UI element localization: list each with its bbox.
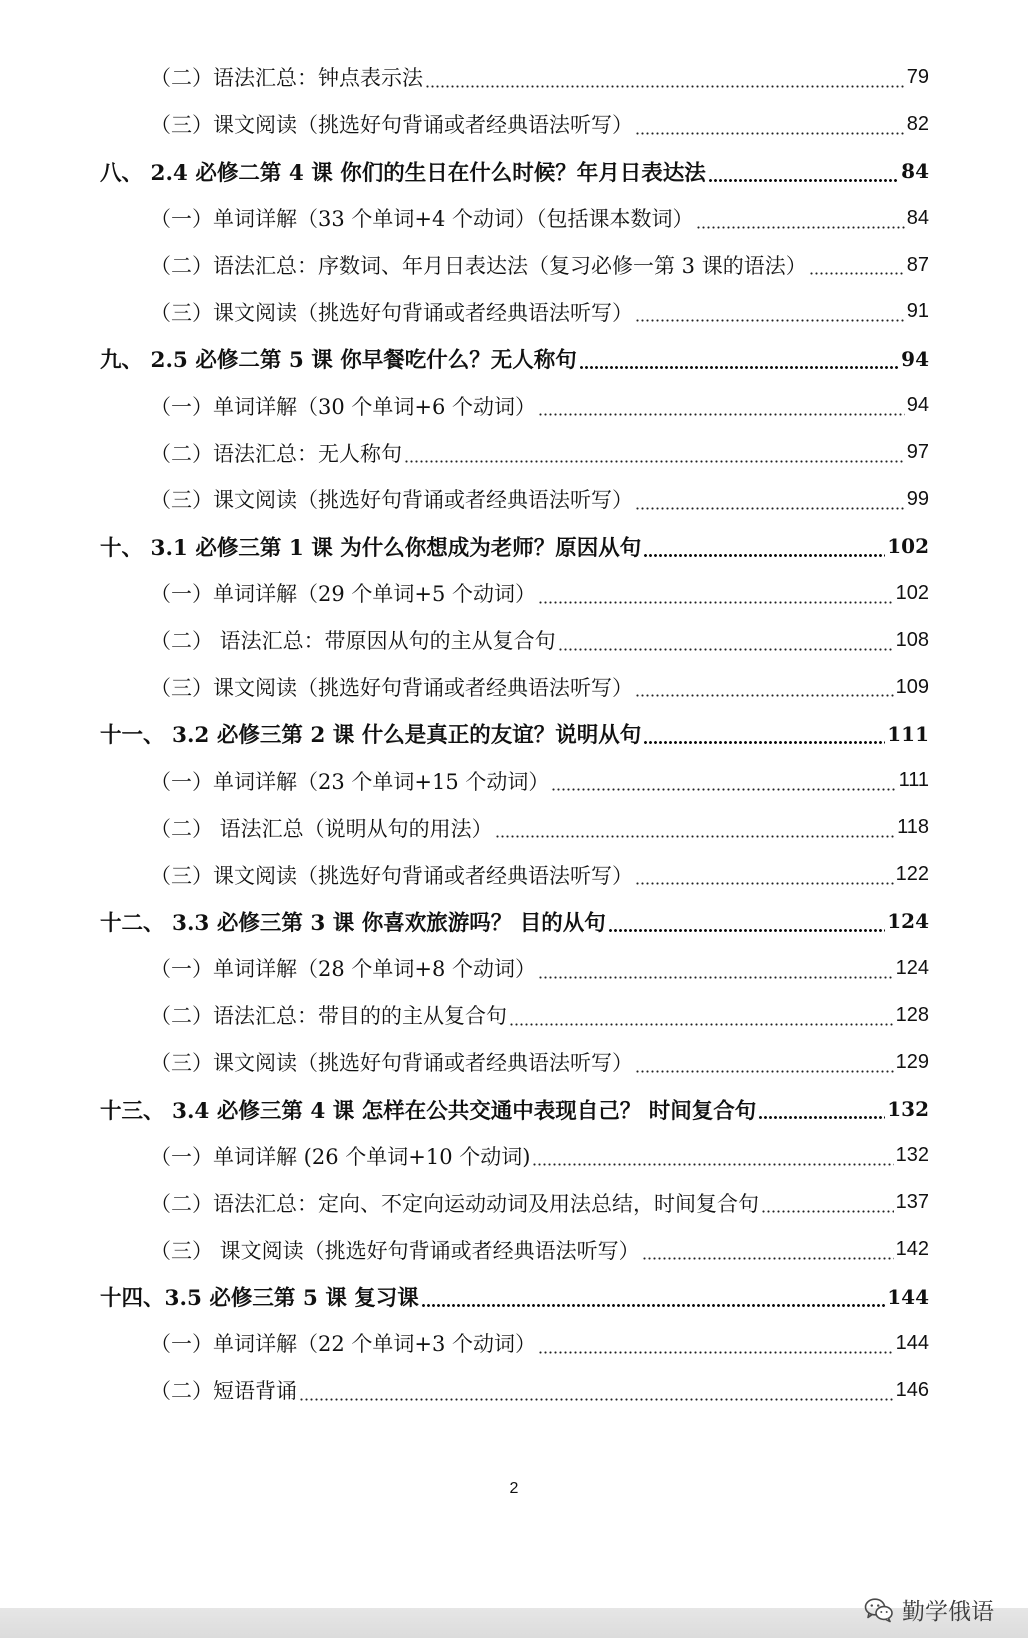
toc-section-entry[interactable] xyxy=(0,1132,1028,1179)
toc-chapter-entry[interactable] xyxy=(0,148,1028,195)
toc-dot-leader xyxy=(425,85,905,88)
toc-entry-title: （二）语法汇总：序数词、年月日表达法（复习必修一第 3 课的语法） xyxy=(150,254,807,278)
toc-entry-title: （一）单词详解（29 个单词+5 个动词） xyxy=(150,582,537,607)
toc-section-entry[interactable] xyxy=(0,570,1028,617)
toc-section-entry[interactable] xyxy=(0,804,1028,851)
toc-entry-page: 128 xyxy=(895,1003,929,1026)
toc-entry-page: 108 xyxy=(895,628,929,651)
watermark xyxy=(864,1593,994,1626)
toc-entry-page: 111 xyxy=(898,769,929,792)
toc-section-entry[interactable] xyxy=(0,1226,1028,1273)
toc-entry-title: 十二、 3.3 必修三第 3 课 你喜欢旅游吗？ 目的从句 xyxy=(100,910,606,936)
toc-entry-page: 132 xyxy=(887,1097,929,1122)
page-number: 2 xyxy=(509,1480,519,1497)
toc-section-entry[interactable] xyxy=(0,1320,1028,1367)
toc-dot-leader xyxy=(538,601,894,604)
toc-dot-leader xyxy=(635,882,894,885)
toc-entry-title: （一）单词详解（22 个单词+3 个动词） xyxy=(150,1332,537,1357)
toc-dot-leader xyxy=(495,835,895,838)
toc-entry-page: 102 xyxy=(895,581,929,604)
watermark-text: 勤学俄语 xyxy=(902,1599,994,1625)
toc-dot-leader xyxy=(642,1257,894,1260)
toc-dot-leader xyxy=(509,1023,894,1026)
toc-entry-title: （二）语法汇总：带目的的主从复合句 xyxy=(150,1004,507,1029)
toc-entry-page: 132 xyxy=(895,1144,929,1167)
toc-entry-page: 102 xyxy=(887,534,929,559)
toc-dot-leader xyxy=(643,741,885,744)
toc-section-entry[interactable] xyxy=(0,851,1028,898)
toc-entry-title: 十一、 3.2 必修三第 2 课 什么是真正的友谊？说明从句 xyxy=(100,723,642,749)
toc-entry-title: （二）语法汇总：钟点表示法 xyxy=(150,66,423,91)
toc-dot-leader xyxy=(538,1351,894,1354)
toc-entry-page: 94 xyxy=(906,394,929,417)
toc-chapter-entry[interactable] xyxy=(0,523,1028,570)
toc-entry-page: 109 xyxy=(895,675,929,698)
toc-dot-leader xyxy=(696,226,905,229)
toc-entry-page: 146 xyxy=(895,1378,929,1401)
toc-dot-leader xyxy=(558,648,894,651)
toc-entry-title: （二）短语背诵 xyxy=(150,1379,297,1404)
toc-section-entry[interactable] xyxy=(0,429,1028,476)
toc-chapter-entry[interactable] xyxy=(0,1273,1028,1320)
toc-entry-page: 84 xyxy=(901,159,929,184)
toc-dot-leader xyxy=(404,460,905,463)
toc-dot-leader xyxy=(532,1163,893,1166)
toc-entry-title: （二）语法汇总：定向、不定向运动动词及用法总结，时间复合句 xyxy=(150,1191,759,1216)
toc-entry-title: （二）语法汇总：无人称句 xyxy=(150,441,402,466)
toc-dot-leader xyxy=(635,132,905,135)
toc-entry-page: 99 xyxy=(906,487,929,510)
toc-dot-leader xyxy=(538,976,894,979)
toc-section-entry[interactable] xyxy=(0,1039,1028,1086)
toc-section-entry[interactable] xyxy=(0,476,1028,523)
toc-entry-title: 十四、3.5 必修三第 5 课 复习课 xyxy=(100,1286,419,1312)
toc-section-entry[interactable] xyxy=(0,1367,1028,1414)
toc-chapter-entry[interactable] xyxy=(0,1086,1028,1133)
toc-dot-leader xyxy=(708,179,899,182)
toc-section-entry[interactable] xyxy=(0,664,1028,711)
toc-entry-page: 97 xyxy=(906,441,929,464)
toc-entry-page: 118 xyxy=(897,816,929,839)
toc-section-entry[interactable] xyxy=(0,288,1028,335)
toc-section-entry[interactable] xyxy=(0,1179,1028,1226)
toc-chapter-entry[interactable] xyxy=(0,335,1028,382)
toc-entry-title: （一）单词详解（28 个单词+8 个动词） xyxy=(150,957,537,982)
toc-section-entry[interactable] xyxy=(0,195,1028,242)
toc-entry-title: （三）课文阅读（挑选好句背诵或者经典语法听写） xyxy=(150,300,633,325)
toc-section-entry[interactable] xyxy=(0,101,1028,148)
toc-section-entry[interactable] xyxy=(0,54,1028,101)
toc-entry-title: （三）课文阅读（挑选好句背诵或者经典语法听写） xyxy=(150,113,633,138)
toc-dot-leader xyxy=(635,319,905,322)
toc-entry-title: （二） 语法汇总：带原因从句的主从复合句 xyxy=(150,629,556,654)
toc-dot-leader xyxy=(643,554,885,557)
toc-section-entry[interactable] xyxy=(0,242,1028,289)
toc-entry-title: （一）单词详解 (26 个单词+10 个动词) xyxy=(150,1144,531,1169)
toc-dot-leader xyxy=(635,1070,894,1073)
toc-entry-page: 144 xyxy=(887,1284,929,1309)
toc-dot-leader xyxy=(421,1304,885,1307)
toc-entry-title: （三）课文阅读（挑选好句背诵或者经典语法听写） xyxy=(150,676,633,701)
toc-dot-leader xyxy=(579,366,899,369)
toc-entry-page: 111 xyxy=(887,721,929,746)
toc-dot-leader xyxy=(761,1210,894,1213)
toc-entry-page: 124 xyxy=(895,956,929,979)
toc-chapter-entry[interactable] xyxy=(0,898,1028,945)
wechat-icon xyxy=(864,1597,894,1623)
toc-entry-page: 79 xyxy=(906,65,929,88)
toc-section-entry[interactable] xyxy=(0,382,1028,429)
toc-dot-leader xyxy=(758,1116,885,1119)
toc-entry-title: （一）单词详解（30 个单词+6 个动词） xyxy=(150,394,537,419)
toc-entry-page: 144 xyxy=(895,1331,929,1354)
toc-dot-leader xyxy=(538,413,905,416)
toc-dot-leader xyxy=(635,694,894,697)
toc-entry-page: 87 xyxy=(906,253,929,276)
toc-dot-leader xyxy=(551,788,896,791)
toc-entry-title: （三）课文阅读（挑选好句背诵或者经典语法听写） xyxy=(150,863,633,888)
toc-entry-page: 124 xyxy=(887,909,929,934)
toc-entry-title: （二） 语法汇总（说明从句的用法） xyxy=(150,816,493,841)
table-of-contents xyxy=(0,54,1028,1414)
toc-entry-page: 137 xyxy=(895,1191,929,1214)
toc-entry-page: 94 xyxy=(901,346,929,371)
toc-entry-title: （三）课文阅读（挑选好句背诵或者经典语法听写） xyxy=(150,1051,633,1076)
toc-entry-title: （一）单词详解（23 个单词+15 个动词） xyxy=(150,769,550,794)
toc-dot-leader xyxy=(635,507,905,510)
toc-entry-title: 九、 2.5 必修二第 5 课 你早餐吃什么？无人称句 xyxy=(100,348,577,374)
toc-dot-leader xyxy=(299,1398,894,1401)
toc-section-entry[interactable] xyxy=(0,945,1028,992)
toc-dot-leader xyxy=(809,272,905,275)
toc-entry-title: （三） 课文阅读（挑选好句背诵或者经典语法听写） xyxy=(150,1238,640,1263)
toc-entry-page: 84 xyxy=(906,206,929,229)
toc-entry-title: （一）单词详解（33 个单词+4 个动词）（包括课本数词） xyxy=(150,207,694,232)
toc-entry-title: 十、 3.1 必修三第 1 课 为什么你想成为老师？原因从句 xyxy=(100,535,642,561)
toc-entry-page: 91 xyxy=(906,300,929,323)
toc-entry-page: 82 xyxy=(906,112,929,135)
toc-section-entry[interactable] xyxy=(0,757,1028,804)
toc-entry-title: （三）课文阅读（挑选好句背诵或者经典语法听写） xyxy=(150,488,633,513)
toc-dot-leader xyxy=(608,929,885,932)
toc-entry-page: 142 xyxy=(895,1238,929,1261)
toc-entry-title: 八、 2.4 必修二第 4 课 你们的生日在什么时候？年月日表达法 xyxy=(100,160,706,186)
toc-entry-title: 十三、 3.4 必修三第 4 课 怎样在公共交通中表现自己？ 时间复合句 xyxy=(100,1098,757,1124)
toc-section-entry[interactable] xyxy=(0,617,1028,664)
toc-entry-page: 122 xyxy=(895,863,929,886)
toc-chapter-entry[interactable] xyxy=(0,710,1028,757)
toc-entry-page: 129 xyxy=(895,1050,929,1073)
toc-section-entry[interactable] xyxy=(0,992,1028,1039)
